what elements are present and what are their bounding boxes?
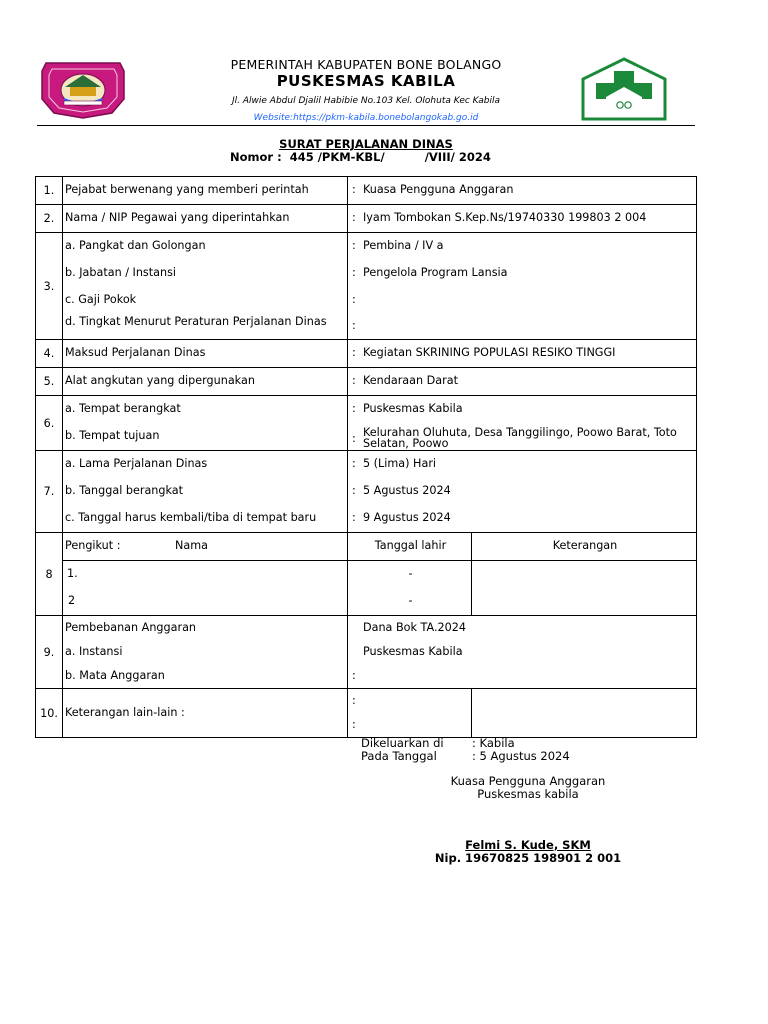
colon: : (352, 669, 356, 682)
row-value: Puskesmas Kabila (363, 645, 463, 658)
puskesmas-logo (580, 57, 668, 121)
colon: : (352, 484, 356, 497)
row-label: b. Mata Anggaran (65, 669, 165, 682)
row-value: 9 Agustus 2024 (363, 511, 451, 524)
table-row (36, 689, 697, 738)
issued-date-value: : 5 Agustus 2024 (472, 749, 570, 763)
row-label: a. Instansi (65, 645, 123, 658)
colon: : (352, 346, 356, 359)
table-row (36, 533, 697, 561)
row-number: 8 (36, 533, 63, 616)
row-label: Keterangan lain-lain : (65, 705, 185, 719)
row-number: 9. (36, 616, 63, 689)
row-label: b. Jabatan / Instansi (65, 266, 177, 279)
row-label: a. Pangkat dan Golongan (65, 239, 206, 252)
companion-birthdate: - (408, 594, 413, 607)
signatory-nip: Nip. 19670825 198901 2 001 (434, 851, 622, 865)
row-number: 4. (36, 340, 63, 368)
organization-name: PUSKESMAS KABILA (276, 72, 456, 90)
companion-remarks (472, 561, 697, 616)
companion-birthdate: - (408, 567, 413, 580)
row-value: Kendaraan Darat (363, 374, 458, 387)
row-label: c. Tanggal harus kembali/tiba di tempat baru (65, 511, 317, 524)
row-value: Pengelola Program Lansia (363, 266, 508, 279)
row-label: Alat angkutan yang dipergunakan (65, 374, 255, 387)
row-value: Pembina / IV a (363, 239, 444, 252)
row-label: Pembebanan Anggaran (65, 621, 197, 634)
birthdate-column-header: Tanggal lahir (374, 539, 447, 552)
row-label: d. Tingkat Menurut Peraturan Perjalanan Dinas (65, 315, 327, 328)
colon: : (352, 457, 356, 470)
row-value: Puskesmas Kabila (363, 402, 463, 415)
government-name: PEMERINTAH KABUPATEN BONE BOLANGO (230, 57, 502, 72)
row-label: a. Tempat berangkat (65, 402, 181, 415)
row-number: 7. (36, 451, 63, 533)
table-row (36, 561, 697, 616)
colon: : (352, 718, 356, 731)
travel-order-table (35, 176, 697, 738)
colon: : (352, 183, 356, 196)
row-label: b. Tanggal berangkat (65, 484, 184, 497)
colon: : (352, 239, 356, 252)
row-value: Iyam Tombokan S.Kep.Ns/19740330 199803 2 004 (363, 211, 647, 224)
companion-number: 2 (68, 594, 76, 607)
table-row (36, 205, 697, 233)
colon: : (352, 511, 356, 524)
letterhead (0, 0, 768, 130)
document-title: SURAT PERJALANAN DINAS (279, 137, 453, 151)
issued-at-label: Dikeluarkan di (361, 736, 444, 750)
row-value: 5 Agustus 2024 (363, 484, 451, 497)
table-row (36, 177, 697, 205)
colon: : (352, 402, 356, 415)
row-value: Dana Bok TA.2024 (363, 621, 466, 634)
row-value: Kuasa Pengguna Anggaran (363, 183, 514, 196)
row-number: 3. (36, 233, 63, 340)
table-row (36, 368, 697, 396)
row-number: 2. (36, 205, 63, 233)
table-row (36, 396, 697, 451)
remarks-column-header: Keterangan (552, 539, 618, 552)
header-divider (37, 125, 695, 126)
other-remarks (472, 689, 697, 738)
table-row (36, 233, 697, 340)
row-number: 6. (36, 396, 63, 451)
signatory-name: Felmi S. Kude, SKM (465, 838, 591, 852)
colon: : (352, 266, 356, 279)
row-label: b. Tempat tujuan (65, 429, 160, 442)
row-label: Pejabat berwenang yang memberi perintah (65, 183, 309, 196)
row-number: 10. (36, 689, 63, 738)
signatory-position: Kuasa Pengguna Anggaran (450, 774, 606, 788)
colon: : (352, 694, 356, 707)
row-label: c. Gaji Pokok (65, 293, 137, 306)
row-label: Nama / NIP Pegawai yang diperintahkan (65, 211, 290, 224)
table-row (36, 451, 697, 533)
row-label: a. Lama Perjalanan Dinas (65, 457, 208, 470)
issued-at-value: : Kabila (472, 736, 515, 750)
row-number: 1. (36, 177, 63, 205)
colon: : (352, 374, 356, 387)
colon: : (352, 432, 356, 445)
row-value: 5 (Lima) Hari (363, 457, 437, 470)
row-value: Kelurahan Oluhuta, Desa Tanggilingo, Poowo Barat, Toto Selatan, Poowo (363, 426, 677, 450)
colon: : (352, 319, 356, 332)
issued-date-label: Pada Tanggal (361, 749, 437, 763)
signatory-office: Puskesmas kabila (477, 787, 579, 801)
row-label: Maksud Perjalanan Dinas (65, 346, 206, 359)
document-number: Nomor : 445 /PKM-KBL/ /VIII/ 2024 (230, 150, 491, 164)
colon: : (352, 211, 356, 224)
companion-label: Pengikut : (65, 539, 121, 552)
table-row (36, 616, 697, 689)
companion-number: 1. (67, 567, 78, 580)
website-link[interactable]: Website:https://pkm-kabila.bonebolangokab.go.id (253, 113, 479, 123)
colon: : (352, 293, 356, 306)
table-row (36, 340, 697, 368)
address: Jl. Alwie Abdul Djalil Habibie No.103 Kel. Olohuta Kec Kabila (232, 96, 500, 106)
row-value: Kegiatan SKRINING POPULASI RESIKO TINGGI (363, 346, 616, 359)
row-number: 5. (36, 368, 63, 396)
name-column-header: Nama (175, 539, 208, 552)
